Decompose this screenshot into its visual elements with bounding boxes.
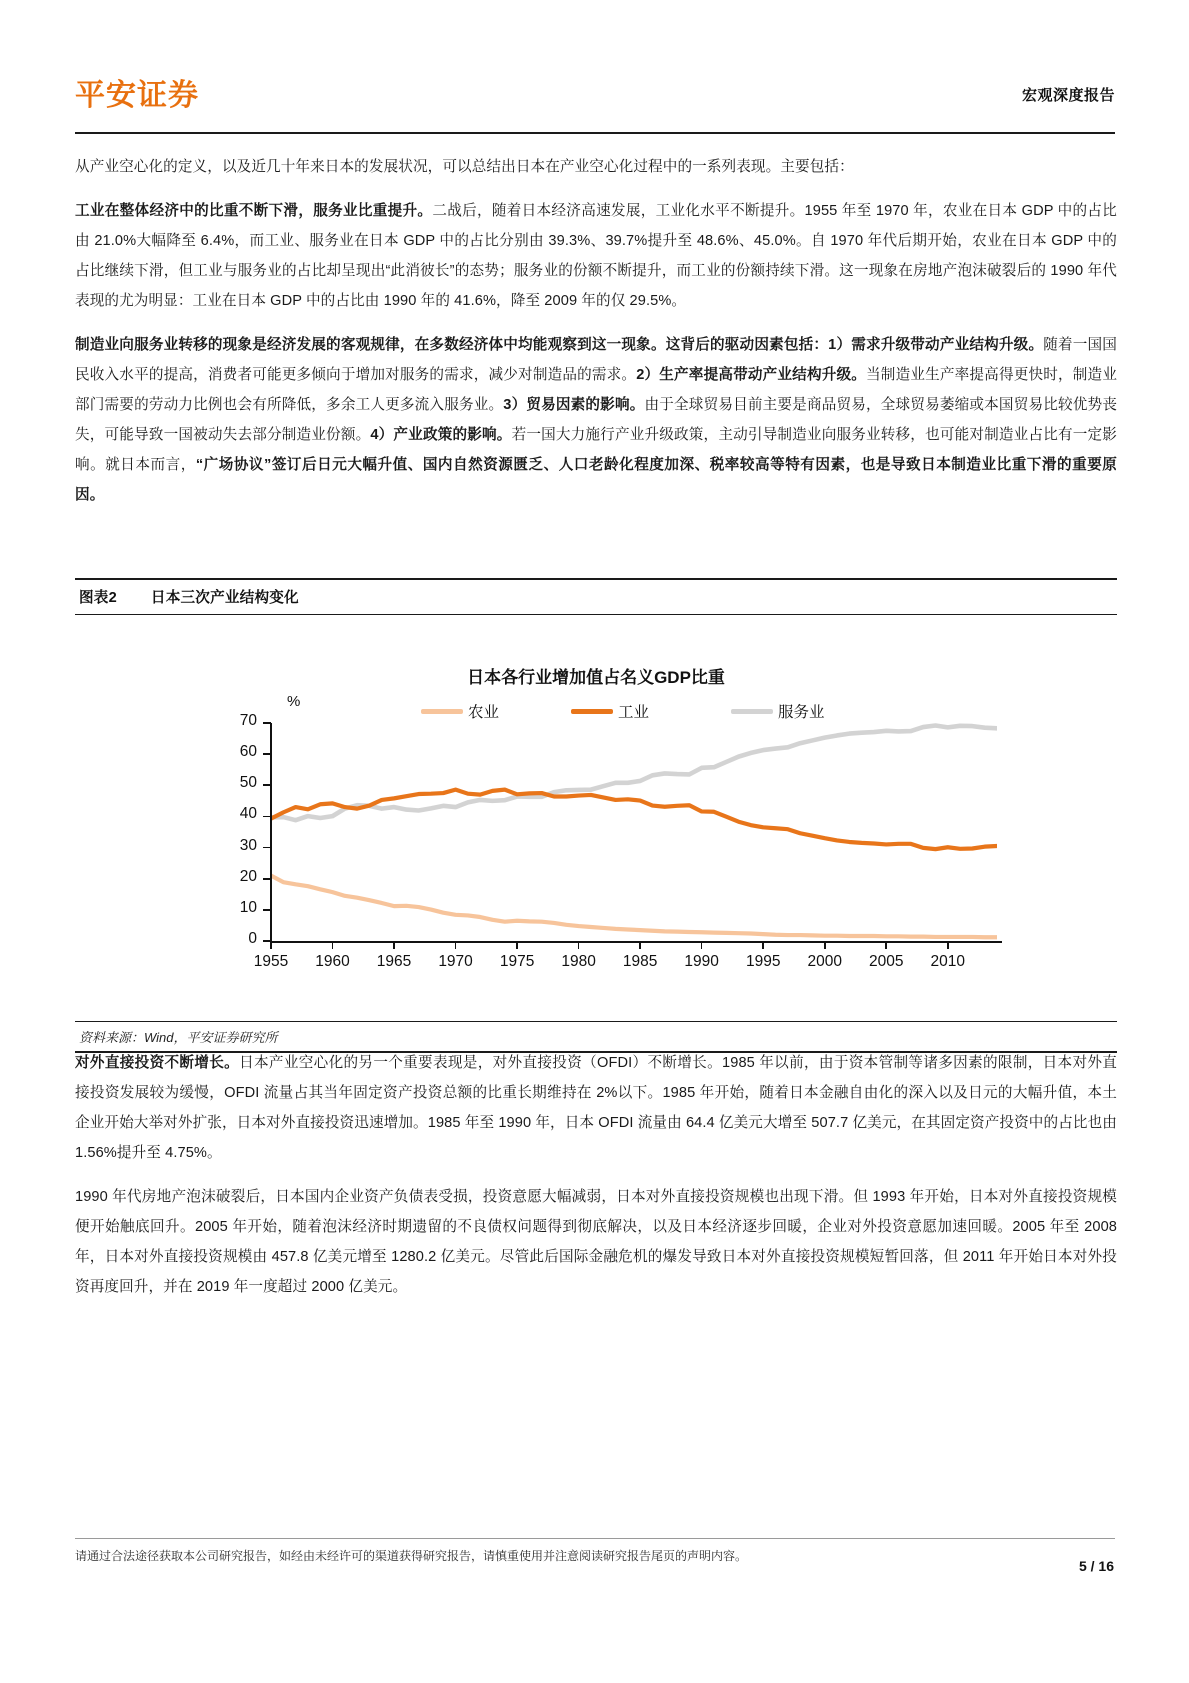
y-axis-tick-70	[263, 722, 271, 724]
legend-label-agriculture: 农业	[468, 704, 500, 721]
paragraph-3	[75, 330, 1117, 510]
y-axis-tick-label-70: 70	[239, 712, 257, 729]
x-axis-tick-1985	[639, 941, 641, 949]
x-axis-tick-label-1990: 1990	[684, 953, 719, 970]
legend-label-services: 服务业	[778, 704, 825, 721]
y-axis-tick-label-60: 60	[239, 743, 257, 761]
y-axis-tick-label-50: 50	[239, 774, 257, 792]
paragraph-4-lead: 对外直接投资不断增长。	[75, 1055, 240, 1071]
figure-block	[75, 578, 1117, 1053]
legend-item-services	[731, 699, 825, 723]
chart-legend	[343, 699, 903, 723]
p3-bold-3: 3）贸易因素的影响。	[503, 397, 645, 413]
p3-bold-2: 2）生产率提高带动产业结构升级。	[636, 367, 867, 383]
y-axis-tick-60	[263, 753, 271, 755]
paragraph-4-body: 日本产业空心化的另一个重要表现是，对外直接投资（OFDI）不断增长。1985 年以前，由于资本管制等诸多因素的限制，日本对外直接投资发展较为缓慢，OFDI 流量占其当年固定资产投资总额的比重长期维持在 2%以下。1985 年开始，随着日本金融自由化的深入以及日元的大幅升值，本土企业开始大举对外扩张，日本对外直接投资迅速增加。1985 年至 1990 年，日本 OFDI 流量由 64.4 亿美元大增至 507.7 亿美元，在其固定资产投资中的占比也由 1.56%提升至 4.75%。	[75, 1055, 1117, 1161]
x-axis-line	[270, 941, 1002, 943]
y-axis-unit-label: %	[287, 693, 301, 710]
y-axis-tick-30	[263, 847, 271, 849]
chart-title: 日本各行业增加值占名义GDP比重	[467, 668, 725, 687]
paragraph-2-body: 二战后，随着日本经济高速发展，工业化水平不断提升。1955 年至 1970 年，农业在日本 GDP 中的占比由 21.0%大幅降至 6.4%，而工业、服务业在日本 GDP 中的占比分别由 39.3%、39.7%提升至 48.6%、45.0%。自 1970 年代后期开始，农业在日本 GDP 中的占比继续下滑，但工业与服务业的占比却呈现出“此消彼长”的态势；服务业的份额不断提升，而工业的份额持续下滑。这一现象在房地产泡沫破裂后的 1990 年代表现的尤为明显：工业在日本 GDP 中的占比由 1990 年的 41.6%，降至 2009 年的仅 29.5%。	[75, 203, 1117, 309]
series-line-农业	[271, 876, 997, 938]
x-axis-tick-label-1975: 1975	[499, 953, 535, 970]
legend-swatch-agriculture	[421, 709, 463, 714]
page-header	[75, 78, 1115, 128]
chart-container	[75, 615, 1117, 1021]
x-axis-tick-1975	[516, 941, 518, 949]
series-line-工业	[271, 790, 997, 849]
p3-text-3: 由于全球贸易目前主要是商品贸易，全球贸易萎缩或本国贸易比较优势丧失，可能导致一国被动失去部分制造业份额。	[75, 397, 1118, 443]
p3-bold-4: 4）产业政策的影响。	[370, 427, 512, 443]
paragraph-2-lead: 工业在整体经济中的比重不断下滑，服务业比重提升。	[75, 203, 433, 219]
y-axis-tick-20	[263, 878, 271, 880]
p3-text-1: 随着一国国民收入水平的提高，消费者可能更多倾向于增加对服务的需求，减少对制造品的需求。	[75, 337, 1117, 383]
line-chart-svg	[271, 723, 997, 941]
figure-number: 图表2	[79, 590, 117, 606]
x-axis-tick-label-1970: 1970	[438, 953, 473, 970]
body-text-top	[75, 152, 1117, 510]
p3-text-2: 当制造业生产率提高得更快时，制造业部门需要的劳动力比例也会有所降低，多余工人更多流入服务业。	[75, 367, 1118, 413]
x-axis-tick-2010	[947, 941, 949, 949]
x-axis-tick-label-1985: 1985	[622, 953, 658, 970]
x-axis-tick-1960	[332, 941, 334, 949]
figure-title: 日本三次产业结构变化	[150, 590, 299, 606]
y-axis-tick-label-20: 20	[239, 867, 257, 885]
y-axis-tick-50	[263, 784, 271, 786]
legend-swatch-industry	[571, 709, 613, 714]
legend-swatch-services	[731, 709, 773, 714]
x-axis-tick-1980	[578, 941, 580, 949]
x-axis-tick-label-1995: 1995	[745, 953, 781, 970]
x-axis-tick-1965	[393, 941, 395, 949]
page-number: 5 / 16	[1078, 1558, 1114, 1574]
p3-bold-1: 制造业向服务业转移的现象是经济发展的客观规律，在多数经济体中均能观察到这一现象。这背后的驱动因素包括：1）需求升级带动产业结构升级。	[75, 337, 1044, 353]
x-axis-tick-label-1980: 1980	[561, 953, 596, 970]
x-axis-tick-label-1960: 1960	[315, 953, 350, 970]
y-axis-tick-40	[263, 816, 271, 818]
paragraph-1: 从产业空心化的定义，以及近几十年来日本的发展状况，可以总结出日本在产业空心化过程中的一系列表现。主要包括：	[75, 159, 854, 175]
x-axis-tick-1955	[270, 941, 272, 949]
y-axis-tick-10	[263, 909, 271, 911]
body-text-bottom	[75, 1048, 1117, 1302]
chart-plot-area	[271, 723, 997, 941]
x-axis-tick-1970	[455, 941, 457, 949]
x-axis-tick-1990	[701, 941, 703, 949]
footer-divider	[75, 1538, 1115, 1539]
legend-item-industry	[571, 699, 649, 723]
y-axis-tick-label-40: 40	[239, 805, 257, 823]
x-axis-tick-label-2010: 2010	[930, 953, 965, 970]
figure-source: 资料来源：Wind，平安证券研究所	[79, 1030, 278, 1045]
footer-disclaimer: 请通过合法途径获取本公司研究报告，如经由未经许可的渠道获得研究报告，请慎重使用并注意阅读研究报告尾页的声明内容。	[75, 1549, 748, 1563]
x-axis-tick-label-1965: 1965	[376, 953, 412, 970]
p3-bold-5: “广场协议”签订后日元大幅升值、国内自然资源匮乏、人口老龄化程度加深、税率较高等特有因素，也是导致日本制造业比重下滑的重要原因。	[75, 457, 1117, 503]
x-axis-tick-label-2000: 2000	[807, 953, 842, 970]
x-axis-tick-1995	[762, 941, 764, 949]
p3-text-4: 若一国大力施行产业升级政策，主动引导制造业向服务业转移，也可能对制造业占比有一定影响。就日本而言，	[75, 427, 1117, 473]
y-axis-tick-label-0: 0	[248, 930, 257, 947]
legend-item-agriculture	[421, 699, 499, 723]
paragraph-5: 1990 年代房地产泡沫破裂后，日本国内企业资产负债表受损，投资意愿大幅减弱，日本对外直接投资规模也出现下滑。但 1993 年开始，日本对外直接投资规模便开始触底回升。2005 年开始，随着泡沫经济时期遗留的不良债权问题得到彻底解决，以及日本经济逐步回暖，企业对外投资意愿加速回暖。2005 年至 2008 年，日本对外直接投资规模由 457.8 亿美元增至 1280.2 亿美元。尽管此后国际金融危机的爆发导致日本对外直接投资规模短暂回落，但 2011 年开始日本对外投资再度回升，并在 2019 年一度超过 2000 亿美元。	[75, 1189, 1117, 1295]
paragraph-2	[75, 196, 1117, 316]
report-type-label: 宏观深度报告	[1021, 87, 1115, 104]
y-axis-tick-label-30: 30	[239, 836, 257, 854]
x-axis-tick-label-1955: 1955	[253, 953, 289, 970]
paragraph-4	[75, 1048, 1117, 1168]
legend-label-industry: 工业	[618, 704, 650, 721]
y-axis-tick-label-10: 10	[239, 898, 257, 916]
x-axis-tick-2005	[885, 941, 887, 949]
header-divider	[75, 132, 1115, 134]
company-logo: 平安证券	[75, 78, 199, 113]
x-axis-tick-2000	[824, 941, 826, 949]
figure-caption	[75, 580, 1117, 614]
series-line-服务业	[271, 725, 997, 820]
x-axis-tick-label-2005: 2005	[869, 953, 904, 970]
